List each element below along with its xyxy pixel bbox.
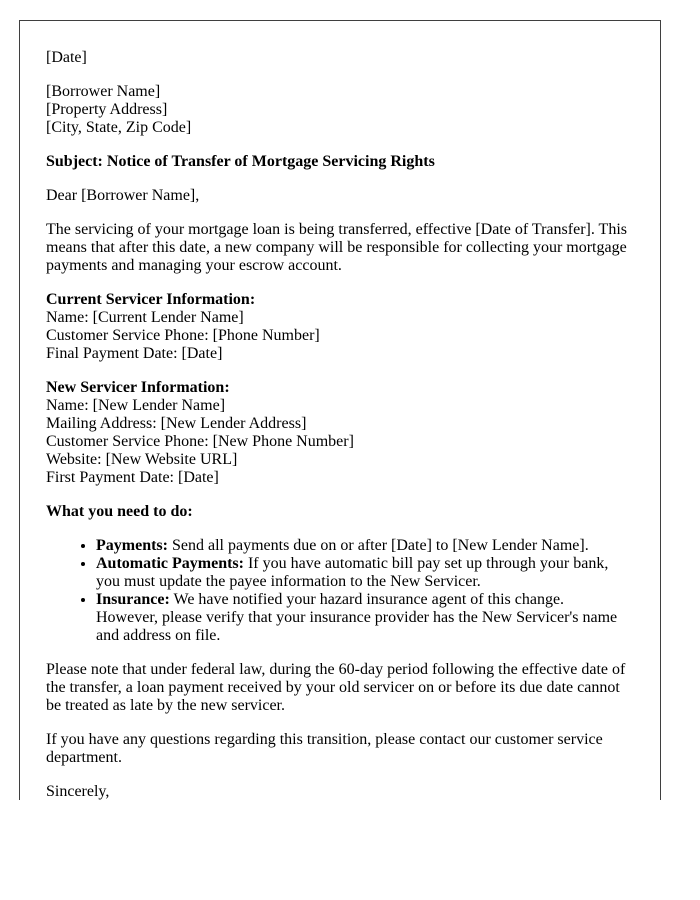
current-servicer-section xyxy=(46,291,630,363)
todo-item-text: Send all payments due on or after [Date] to [New Lender Name]. xyxy=(167,537,589,554)
closing-line: Sincerely, xyxy=(46,783,110,800)
new-servicer-website-line: Website: [New Website URL] xyxy=(46,451,238,468)
recipient-address-block xyxy=(46,83,630,137)
new-servicer-address-line: Mailing Address: [New Lender Address] xyxy=(46,415,307,432)
salutation-line: Dear [Borrower Name], xyxy=(46,187,200,204)
todo-item-payments xyxy=(96,537,630,555)
new-servicer-heading: New Servicer Information: xyxy=(46,379,230,396)
todo-item-text: If you have automatic bill pay set up through your bank, you must update the payee information to the New Servicer. xyxy=(96,555,609,590)
current-servicer-name-line: Name: [Current Lender Name] xyxy=(46,309,244,326)
new-servicer-section xyxy=(46,379,630,487)
new-servicer-name-line: Name: [New Lender Name] xyxy=(46,397,226,414)
date-line: [Date] xyxy=(46,49,87,66)
intro-paragraph: The servicing of your mortgage loan is being transferred, effective [Date of Transfer]. This means that after this date, a new company will be responsible for collecting your mortgage payments and managing your escrow account. xyxy=(46,221,627,274)
new-servicer-first-payment-line: First Payment Date: [Date] xyxy=(46,469,219,486)
todo-heading: What you need to do: xyxy=(46,503,193,520)
todo-item-label: Automatic Payments: xyxy=(96,555,244,572)
todo-item-insurance xyxy=(96,591,630,645)
recipient-name-line: [Borrower Name] xyxy=(46,83,161,100)
current-servicer-final-payment-line: Final Payment Date: [Date] xyxy=(46,345,223,362)
todo-item-automatic-payments xyxy=(96,555,630,591)
current-servicer-phone-line: Customer Service Phone: [Phone Number] xyxy=(46,327,320,344)
recipient-street-line: [Property Address] xyxy=(46,101,168,118)
questions-paragraph: If you have any questions regarding this transition, please contact our customer service department. xyxy=(46,731,603,766)
todo-item-text: We have notified your hazard insurance agent of this change. However, please verify that your insurance provider has the New Servicer's name and address on file. xyxy=(96,591,618,644)
subject-line: Subject: Notice of Transfer of Mortgage Servicing Rights xyxy=(46,153,435,170)
todo-item-label: Insurance: xyxy=(96,591,170,608)
todo-item-label: Payments: xyxy=(96,537,168,554)
federal-law-paragraph: Please note that under federal law, during the 60-day period following the effective date of the transfer, a loan payment received by your old servicer on or before its due date cannot be treated as late by the new servicer. xyxy=(46,661,626,714)
current-servicer-heading: Current Servicer Information: xyxy=(46,291,256,308)
todo-list xyxy=(46,537,630,645)
recipient-city-line: [City, State, Zip Code] xyxy=(46,119,192,136)
letter-body xyxy=(19,20,661,800)
new-servicer-phone-line: Customer Service Phone: [New Phone Number] xyxy=(46,433,354,450)
